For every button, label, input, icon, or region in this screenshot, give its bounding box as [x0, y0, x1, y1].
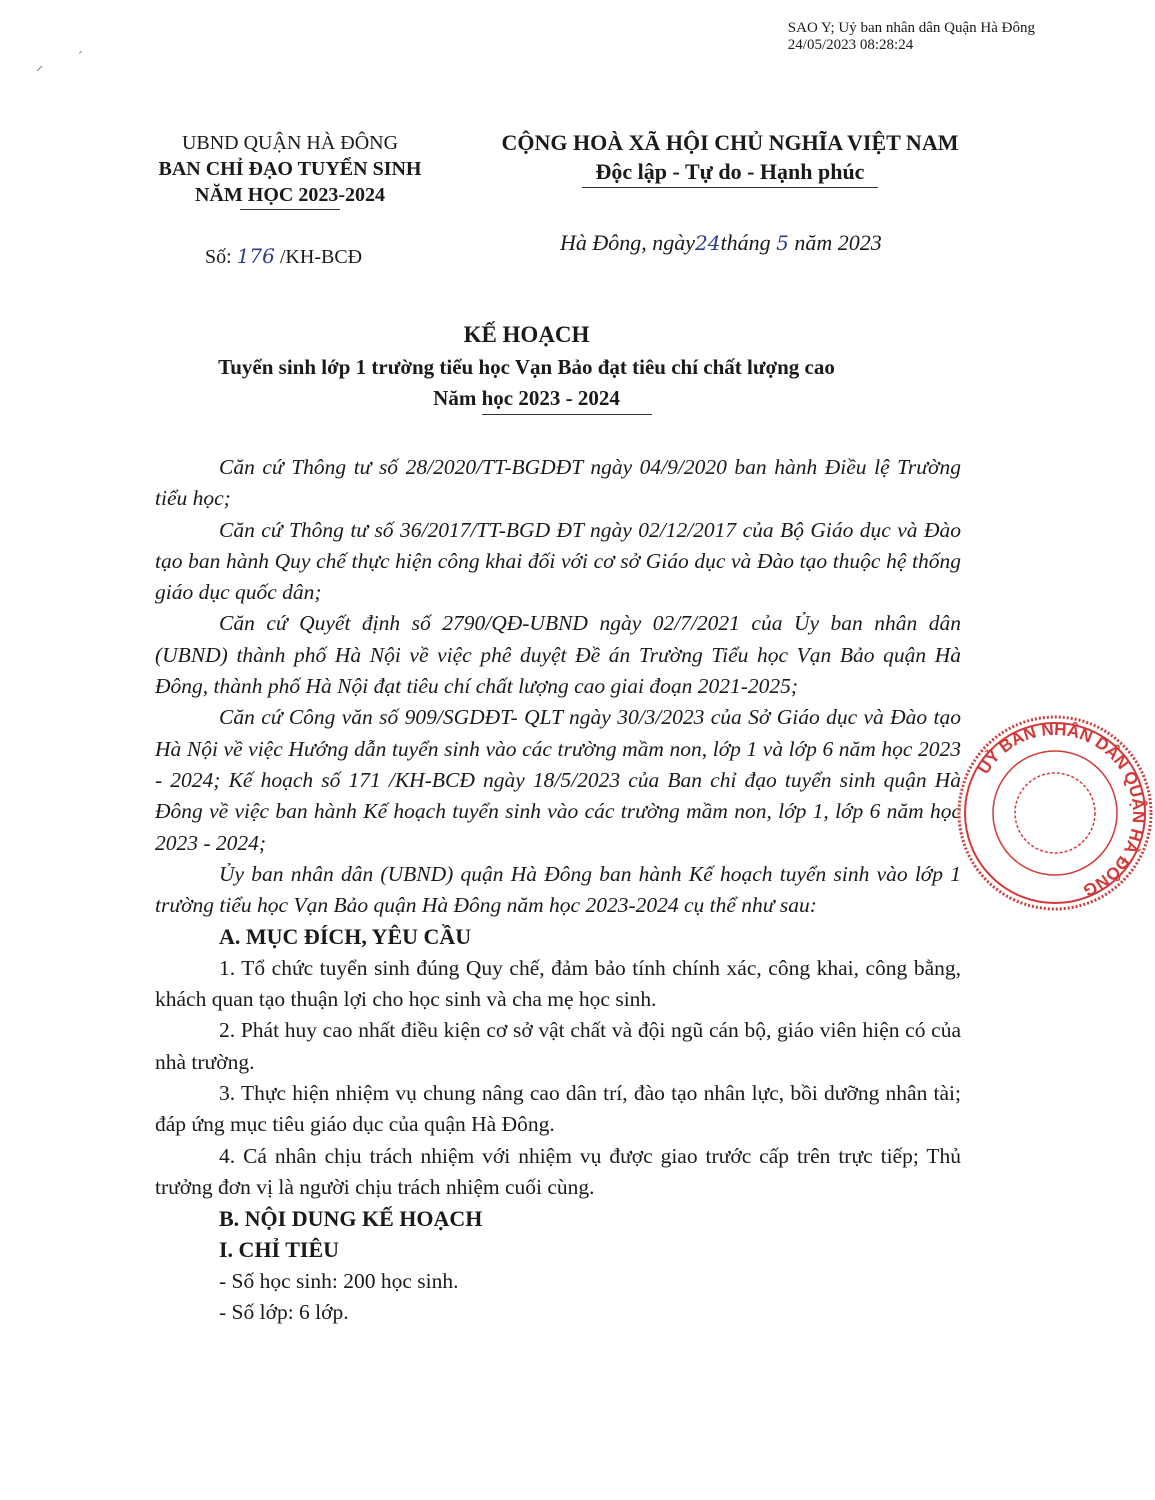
title-underline — [482, 414, 652, 415]
date-month-label: tháng — [720, 230, 777, 255]
doc-number-suffix: /KH-BCĐ — [274, 246, 363, 268]
issue-date — [560, 230, 882, 256]
document-school-year: Năm học 2023 - 2024 — [433, 386, 620, 410]
official-seal-icon — [955, 713, 1155, 913]
national-motto: Độc lập - Tự do - Hạnh phúc — [595, 159, 865, 184]
header-left-underline — [240, 209, 340, 210]
preamble-paragraph: Căn cứ Thông tư số 36/2017/TT-BGD ĐT ngày 02/12/2017 của Bộ Giáo dục và Đào tạo ban hành Quy chế thực hiện công khai đối với cơ sở Giáo dục và Đào tạo thuộc hệ thống giáo dục quốc dân; — [155, 517, 961, 605]
section-a-item: 2. Phát huy cao nhất điều kiện cơ sở vật chất và đội ngũ cán bộ, giáo viên hiện có của nhà trường. — [155, 1018, 961, 1074]
school-year: NĂM HỌC 2023-2024 — [195, 184, 385, 206]
committee-name: BAN CHỈ ĐẠO TUYỂN SINH — [158, 158, 422, 180]
header-right-underline — [582, 187, 878, 188]
document-title: KẾ HOẠCH — [463, 322, 590, 347]
scan-mark-icon: ˊ — [78, 50, 83, 65]
doc-number-prefix: Số: — [205, 246, 237, 268]
section-a-item: 3. Thực hiện nhiệm vụ chung nâng cao dân trí, đào tạo nhân lực, bồi dưỡng nhân tài; đáp ứng mục tiêu giáo dục của quận Hà Đông. — [155, 1080, 961, 1137]
section-b-item: - Số lớp: 6 lớp. — [219, 1300, 349, 1325]
section-b-heading: B. NỘI DUNG KẾ HOẠCH — [219, 1206, 483, 1232]
copy-stamp — [788, 20, 1035, 54]
section-a-item: 1. Tổ chức tuyển sinh đúng Quy chế, đảm bảo tính chính xác, công khai, công bằng, khách quan tạo thuận lợi cho học sinh và cha mẹ học sinh. — [155, 955, 961, 1012]
date-place: Hà Đông, ngày — [560, 230, 696, 255]
copy-stamp-line1: SAO Y; Uỷ ban nhân dân Quận Hà Đông — [787, 20, 1035, 36]
document-subtitle: Tuyển sinh lớp 1 trường tiểu học Vạn Bảo đạt tiêu chí chất lượng cao — [218, 355, 835, 379]
agency-name: UBND QUẬN HÀ ĐÔNG — [181, 132, 399, 154]
document-body — [155, 452, 961, 1328]
seal-text-path: UỶ BAN NHÂN DÂN QUẬN HÀ ĐÔNG — [973, 719, 1149, 901]
preamble-paragraph: Ủy ban nhân dân (UBND) quận Hà Đông ban hành Kế hoạch tuyển sinh vào lớp 1 trường tiểu học Vạn Bảo quận Hà Đông năm học 2023-2024 cụ thể như sau: — [155, 861, 961, 918]
issuing-agency-header — [130, 130, 450, 210]
section-b-subheading: I. CHỈ TIÊU — [219, 1237, 340, 1263]
preamble-paragraph: Căn cứ Công văn số 909/SGDĐT- QLT ngày 30/3/2023 của Sở Giáo dục và Đào tạo Hà Nội về việc Hướng dẫn tuyển sinh vào các trường mầm non, lớp 1 và lớp 6 năm học 2023 - 2024; Kế hoạch số 171 /KH-BCĐ ngày 18/5/2023 của Ban chỉ đạo tuyển sinh quận Hà Đông về việc ban hành Kế hoạch tuyển sinh vào các trường mầm non, lớp 1, lớp 6 năm học 2023 - 2024; — [155, 705, 961, 855]
preamble-paragraph: Căn cứ Quyết định số 2790/QĐ-UBND ngày 02/7/2021 của Ủy ban nhân dân (UBND) thành phố Hà Nội về việc phê duyệt Đề án Trường Tiểu học Vạn Bảo quận Hà Đông, thành phố Hà Nội đạt tiêu chí chất lượng cao giai đoạn 2021-2025; — [155, 611, 961, 699]
date-month: 5 — [776, 231, 789, 255]
national-header — [470, 128, 990, 188]
section-b-item: - Số học sinh: 200 học sinh. — [219, 1268, 459, 1293]
national-title: CỘNG HOÀ XÃ HỘI CHỦ NGHĨA VIỆT NAM — [501, 130, 959, 155]
date-day: 24 — [695, 231, 721, 255]
preamble-paragraph: Căn cứ Thông tư số 28/2020/TT-BGDĐT ngày 04/9/2020 ban hành Điều lệ Trường tiểu học; — [155, 455, 961, 511]
section-a-item: 4. Cá nhân chịu trách nhiệm với nhiệm vụ được giao trước cấp trên trực tiếp; Thủ trưởng đơn vị là người chịu trách nhiệm cuối cùng. — [155, 1143, 961, 1199]
scan-mark-icon: ⸝ — [36, 59, 43, 74]
doc-number-handwritten: 176 — [236, 244, 275, 268]
section-a-heading: A. MỤC ĐÍCH, YÊU CẦU — [219, 924, 472, 950]
copy-stamp-line2: 24/05/2023 08:28:24 — [787, 37, 914, 53]
date-year: năm 2023 — [788, 230, 882, 255]
document-number — [205, 244, 362, 269]
